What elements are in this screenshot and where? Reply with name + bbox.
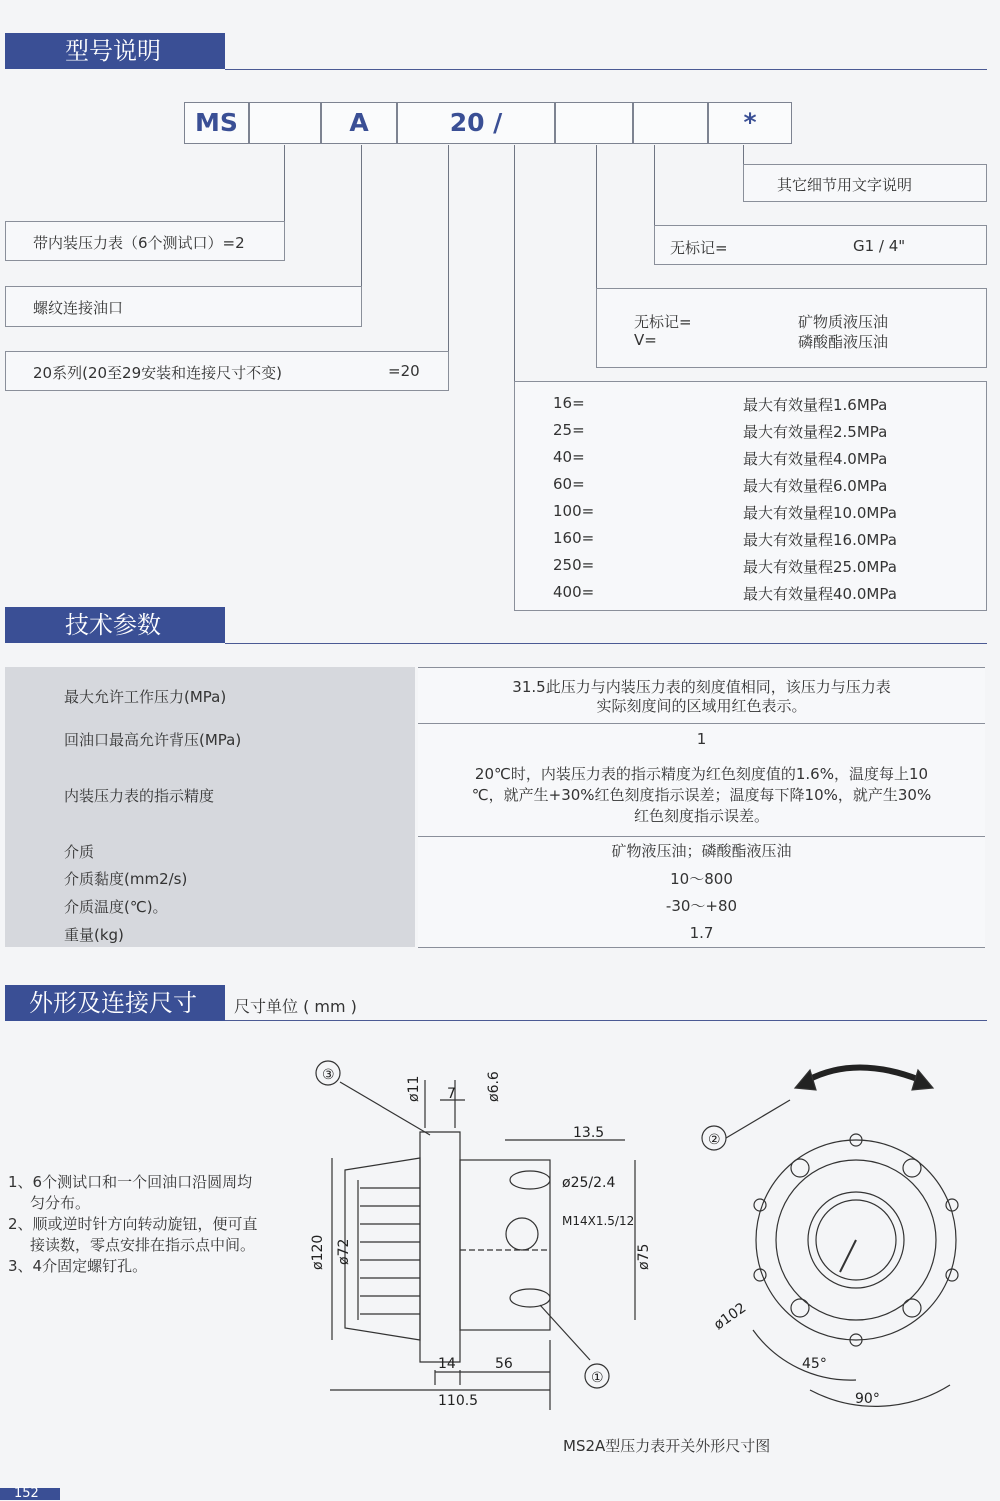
param-name: 介质 <box>64 843 95 861</box>
dim-label: ø11 <box>406 1075 422 1102</box>
dim-label: ø102 <box>711 1299 750 1334</box>
option-box-range: 16= 最大有效量程1.6MPa 25= 最大有效量程2.5MPa 40= 最大有效量程4.0MPa 60= 最大有效量程6.0MPa 100= 最大有效量程10.0MPa 160= 最大有效量程16.0MPa 250= 最大有效量程25.0MPa 400= 最大有效量程40.0MPa <box>514 381 987 611</box>
dim-label: 7 <box>447 1086 456 1102</box>
drawing-caption: MS2A型压力表开关外形尺寸图 <box>563 1437 771 1455</box>
code-cell-connection: A <box>321 102 397 144</box>
code-cell-other: * <box>708 102 792 144</box>
param-value: -30～+80 <box>418 893 985 921</box>
dims-unit-label: 尺寸单位 ( mm ) <box>234 997 357 1016</box>
param-name: 回油口最高允许背压(MPa) <box>64 731 242 749</box>
dim-label: 56 <box>495 1356 513 1372</box>
param-name: 内装压力表的指示精度 <box>64 787 215 805</box>
code-cell-thread <box>633 102 708 144</box>
section-header-model: 型号说明 <box>5 33 225 69</box>
option-box-series: 20系列(20至29安装和连接尺寸不变) =20 <box>5 351 449 391</box>
option-box-other: 其它细节用文字说明 <box>743 164 987 202</box>
section-divider <box>225 69 987 70</box>
param-value: 1.7 <box>418 920 985 948</box>
dim-label: ø120 <box>310 1234 326 1270</box>
param-name: 重量(kg) <box>64 926 124 944</box>
note-line: 接读数，零点安排在指示点中间。 <box>30 1236 256 1254</box>
dim-label: 90° <box>855 1391 880 1407</box>
code-cell-series: MS <box>184 102 249 144</box>
option-box-gauge: 带内装压力表（6个测试口）=2 <box>5 221 285 261</box>
note-line: 3、4介固定螺钉孔。 <box>8 1257 148 1275</box>
dim-label: 45° <box>802 1356 827 1372</box>
drawing-dial-body <box>345 1158 420 1340</box>
section-divider <box>225 1020 987 1021</box>
param-value: 20℃时，内装压力表的指示精度为红色刻度值的1.6%，温度每上10 ℃，就产生+30%红色刻度指示误差；温度每下降10%，就产生30% 红色刻度指示误差。 <box>418 754 985 837</box>
option-box-medium: 无标记= V= 矿物质液压油 磷酸酯液压油 <box>596 288 987 368</box>
param-value: 31.5此压力与内装压力表的刻度值相同，该压力与压力表 实际刻度间的区域用红色表示。 <box>418 668 985 724</box>
option-box-thread: 无标记= G1 / 4" <box>654 225 987 265</box>
dimension-drawing <box>290 1040 990 1430</box>
dim-label: 13.5 <box>573 1125 605 1141</box>
section-header-dims: 外形及连接尺寸 <box>5 985 225 1021</box>
code-cell-range: 20 / <box>397 102 555 144</box>
note-line: 2、顺或逆时针方向转动旋钮，便可直 <box>8 1215 258 1233</box>
section-divider <box>225 643 987 644</box>
dim-label: M14X1.5/12 <box>562 1214 635 1228</box>
note-line: 1、6个测试口和一个回油口沿圆周均 <box>8 1173 253 1191</box>
page-number: 152 <box>14 1486 39 1501</box>
dim-label: ø72 <box>336 1238 352 1265</box>
dim-label: ø6.6 <box>486 1071 502 1102</box>
param-name: 最大允许工作压力(MPa) <box>64 688 227 706</box>
option-box-connection: 螺纹连接油口 <box>5 286 362 327</box>
leader-line <box>743 145 744 165</box>
callout-3: ③ <box>322 1067 335 1083</box>
notes-list <box>8 1172 298 1277</box>
param-value: 10～800 <box>418 865 985 894</box>
param-value: 1 <box>418 724 985 755</box>
param-name: 介质黏度(mm2/s) <box>64 870 188 888</box>
dim-label: 14 <box>438 1356 456 1372</box>
code-cell-gauge <box>249 102 321 144</box>
param-value: 矿物液压油；磷酸酯液压油 <box>418 837 985 866</box>
drawing-block <box>460 1160 550 1330</box>
dim-label: ø25/2.4 <box>562 1175 616 1191</box>
dim-label: ø75 <box>636 1243 652 1270</box>
section-header-tech: 技术参数 <box>5 607 225 643</box>
callout-1: ① <box>591 1370 604 1386</box>
drawing-flange <box>420 1132 460 1362</box>
note-line: 匀分布。 <box>30 1194 91 1212</box>
code-cell-medium <box>555 102 633 144</box>
callout-2: ② <box>708 1132 721 1148</box>
param-name: 介质温度(℃)。 <box>64 898 168 916</box>
dim-label: 110.5 <box>438 1393 479 1409</box>
